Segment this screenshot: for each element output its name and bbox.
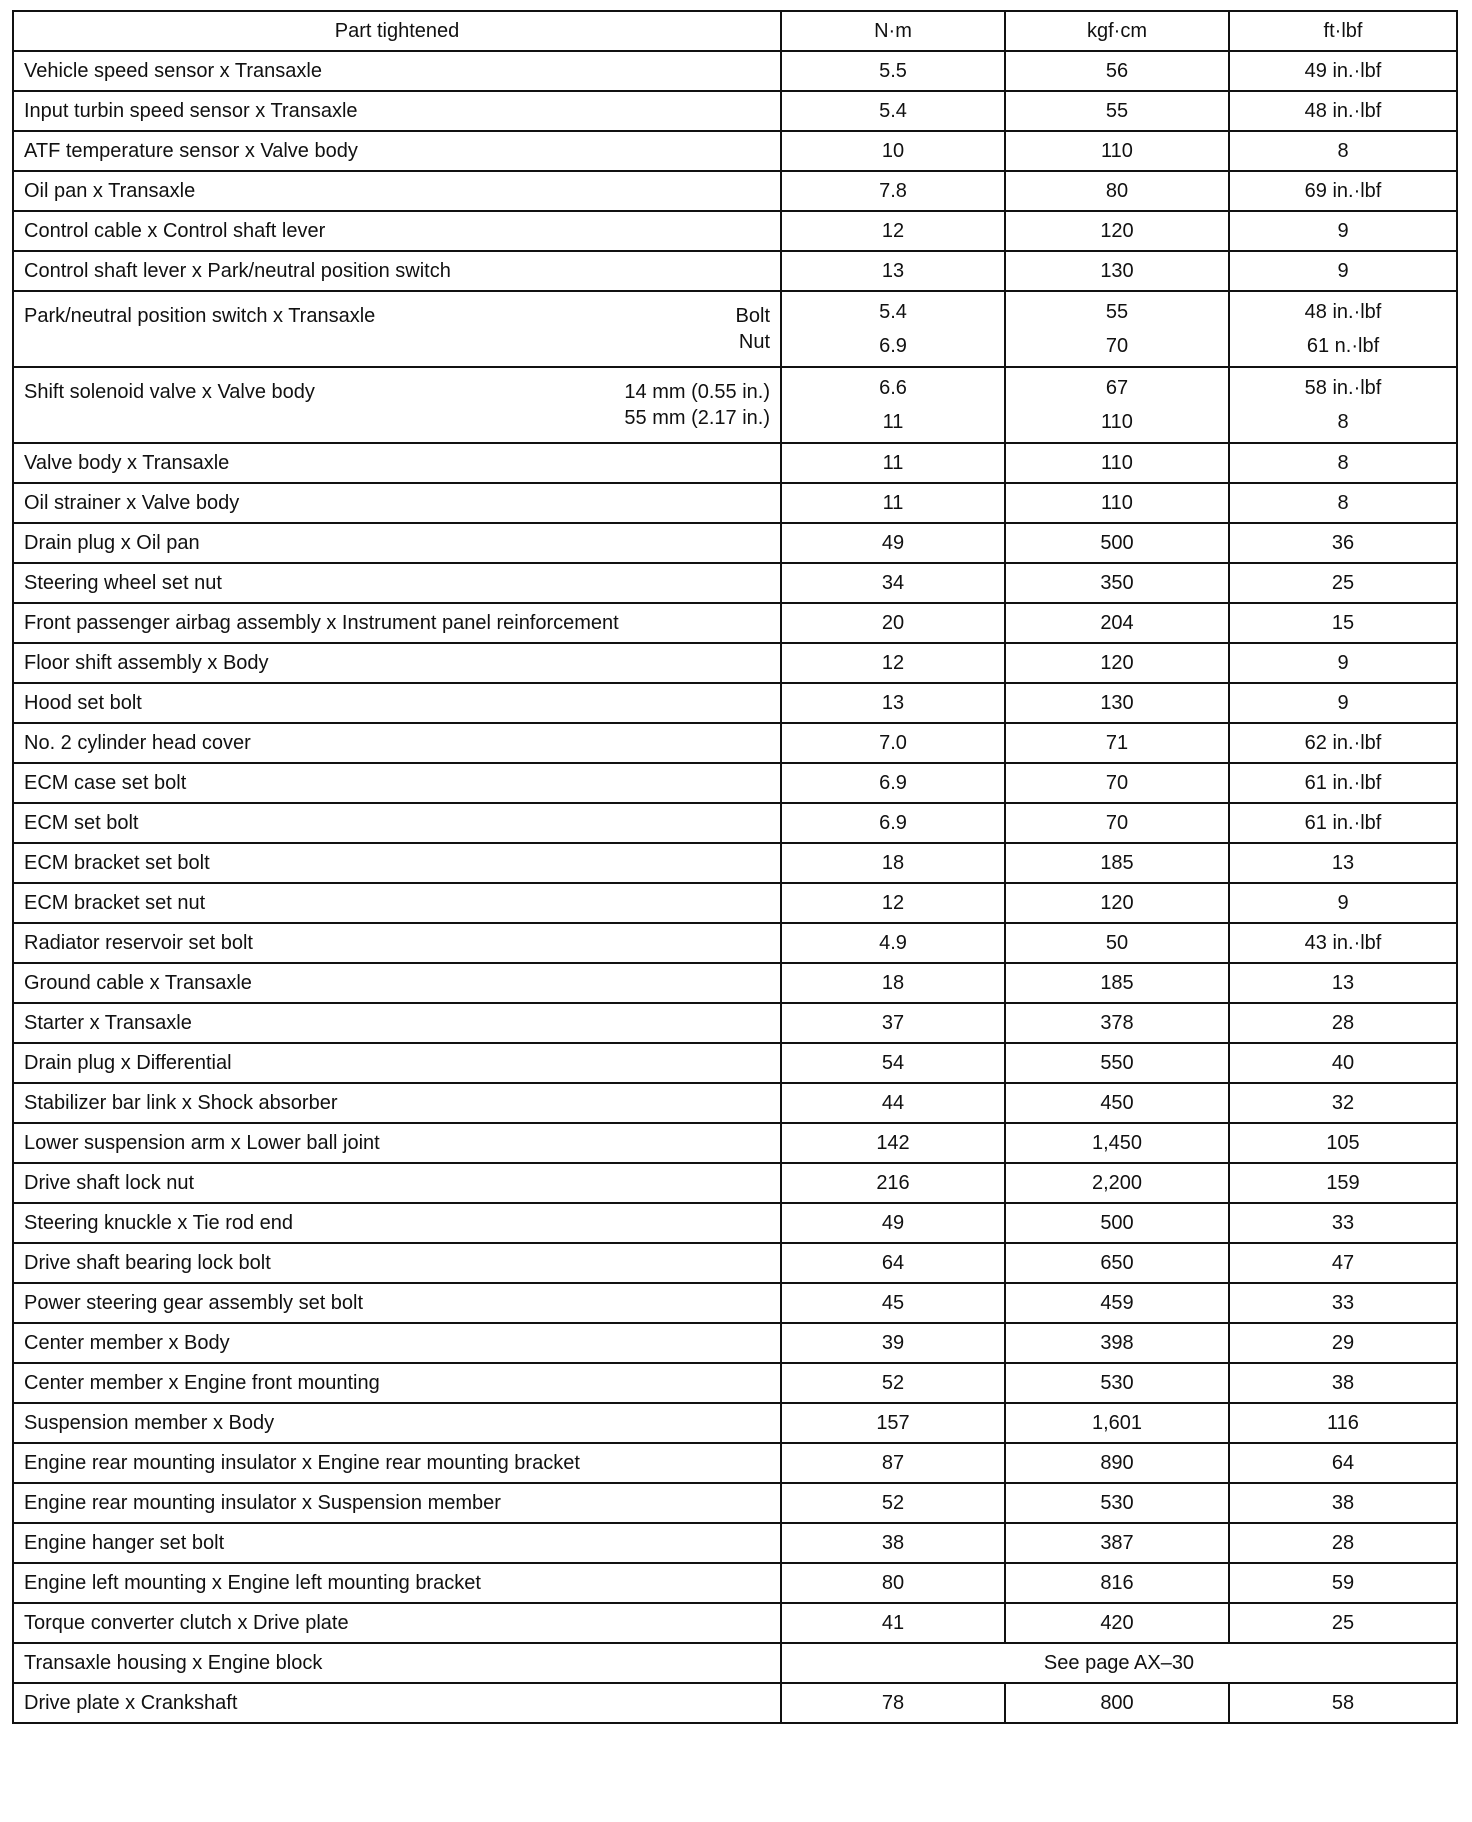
kgfcm-cell: 350 <box>1005 563 1229 603</box>
ftlbf-cell: 62 in.·lbf <box>1229 723 1457 763</box>
ftlbf-cell: 9 <box>1229 683 1457 723</box>
part-cell: Lower suspension arm x Lower ball joint <box>13 1123 781 1163</box>
ftlbf-cell: 43 in.·lbf <box>1229 923 1457 963</box>
kgfcm-cell: 70 <box>1005 803 1229 843</box>
nm-cell: 4.9 <box>781 923 1005 963</box>
nm-cell: 41 <box>781 1603 1005 1643</box>
part-cell: ECM case set bolt <box>13 763 781 803</box>
nm-cell: 13 <box>781 251 1005 291</box>
part-cell: Engine hanger set bolt <box>13 1523 781 1563</box>
kgfcm-cell: 55 <box>1005 91 1229 131</box>
nm-cell: 12 <box>781 643 1005 683</box>
kgfcm-cell: 650 <box>1005 1243 1229 1283</box>
ftlbf-cell: 32 <box>1229 1083 1457 1123</box>
ftlbf-cell: 25 <box>1229 563 1457 603</box>
table-row <box>13 1443 1457 1483</box>
ftlbf-cell: 8 <box>1229 443 1457 483</box>
kgfcm-value: 70 <box>1105 335 1129 357</box>
ftlbf-cell: 59 <box>1229 1563 1457 1603</box>
table-row <box>13 443 1457 483</box>
table-row <box>13 603 1457 643</box>
table-row <box>13 1403 1457 1443</box>
table-row <box>13 723 1457 763</box>
nm-cell <box>781 291 1005 367</box>
table-row <box>13 803 1457 843</box>
ftlbf-cell: 9 <box>1229 251 1457 291</box>
nm-cell: 142 <box>781 1123 1005 1163</box>
part-cell: ECM bracket set nut <box>13 883 781 923</box>
nm-cell: 7.8 <box>781 171 1005 211</box>
nm-cell: 216 <box>781 1163 1005 1203</box>
nm-cell: 38 <box>781 1523 1005 1563</box>
nm-cell <box>781 367 1005 443</box>
table-row <box>13 251 1457 291</box>
kgfcm-cell: 500 <box>1005 1203 1229 1243</box>
part-cell: Control cable x Control shaft lever <box>13 211 781 251</box>
part-cell: ATF temperature sensor x Valve body <box>13 131 781 171</box>
kgfcm-cell: 378 <box>1005 1003 1229 1043</box>
part-cell: Center member x Engine front mounting <box>13 1363 781 1403</box>
part-cell: Drive shaft lock nut <box>13 1163 781 1203</box>
table-row <box>13 563 1457 603</box>
kgfcm-cell: 459 <box>1005 1283 1229 1323</box>
nm-cell: 64 <box>781 1243 1005 1283</box>
part-name: Park/neutral position switch x Transaxle <box>24 305 376 327</box>
nm-cell: 18 <box>781 963 1005 1003</box>
kgfcm-value: 55 <box>1105 301 1129 323</box>
ftlbf-cell: 28 <box>1229 1523 1457 1563</box>
table-row <box>13 483 1457 523</box>
ftlbf-cell: 58 <box>1229 1683 1457 1723</box>
nm-value: 6.6 <box>879 377 907 399</box>
ftlbf-cell: 105 <box>1229 1123 1457 1163</box>
part-cell: Torque converter clutch x Drive plate <box>13 1603 781 1643</box>
ftlbf-cell: 38 <box>1229 1483 1457 1523</box>
part-cell: Engine left mounting x Engine left mounting bracket <box>13 1563 781 1603</box>
part-cell: Front passenger airbag assembly x Instrument panel reinforcement <box>13 603 781 643</box>
part-cell: Radiator reservoir set bolt <box>13 923 781 963</box>
table-row <box>13 843 1457 883</box>
kgfcm-cell: 2,200 <box>1005 1163 1229 1203</box>
table-row <box>13 1523 1457 1563</box>
kgfcm-cell: 110 <box>1005 443 1229 483</box>
ftlbf-cell: 9 <box>1229 643 1457 683</box>
ftlbf-value: 8 <box>1337 411 1349 433</box>
ftlbf-cell: 38 <box>1229 1363 1457 1403</box>
sub-label: 14 mm (0.55 in.) <box>624 381 770 403</box>
ftlbf-cell: 49 in.·lbf <box>1229 51 1457 91</box>
kgfcm-cell: 120 <box>1005 883 1229 923</box>
ftlbf-cell <box>1229 291 1457 367</box>
ftlbf-cell: 9 <box>1229 211 1457 251</box>
table-row <box>13 1083 1457 1123</box>
part-cell: Ground cable x Transaxle <box>13 963 781 1003</box>
kgfcm-cell: 1,450 <box>1005 1123 1229 1163</box>
nm-cell: 13 <box>781 683 1005 723</box>
kgfcm-cell: 130 <box>1005 251 1229 291</box>
kgfcm-cell: 550 <box>1005 1043 1229 1083</box>
nm-cell: 39 <box>781 1323 1005 1363</box>
kgfcm-cell: 80 <box>1005 171 1229 211</box>
part-cell: Drain plug x Oil pan <box>13 523 781 563</box>
table-row <box>13 1123 1457 1163</box>
nm-cell: 34 <box>781 563 1005 603</box>
kgfcm-cell: 70 <box>1005 763 1229 803</box>
nm-cell: 12 <box>781 211 1005 251</box>
nm-cell: 10 <box>781 131 1005 171</box>
kgfcm-cell: 50 <box>1005 923 1229 963</box>
kgfcm-cell: 816 <box>1005 1563 1229 1603</box>
kgfcm-cell <box>1005 367 1229 443</box>
table-row <box>13 211 1457 251</box>
part-cell: ECM set bolt <box>13 803 781 843</box>
table-row <box>13 643 1457 683</box>
nm-cell: 80 <box>781 1563 1005 1603</box>
part-cell: Steering wheel set nut <box>13 563 781 603</box>
table-row <box>13 131 1457 171</box>
ftlbf-cell: 13 <box>1229 843 1457 883</box>
nm-value: 5.4 <box>879 301 907 323</box>
table-row <box>13 291 1457 367</box>
part-cell: Vehicle speed sensor x Transaxle <box>13 51 781 91</box>
table-row <box>13 1243 1457 1283</box>
part-cell: Suspension member x Body <box>13 1403 781 1443</box>
ftlbf-cell: 61 in.·lbf <box>1229 763 1457 803</box>
nm-cell: 52 <box>781 1363 1005 1403</box>
nm-cell: 37 <box>781 1003 1005 1043</box>
table-row <box>13 963 1457 1003</box>
kgfcm-cell: 530 <box>1005 1363 1229 1403</box>
table-row <box>13 1203 1457 1243</box>
part-cell <box>13 291 781 367</box>
nm-cell: 45 <box>781 1283 1005 1323</box>
table-row <box>13 1483 1457 1523</box>
nm-cell: 49 <box>781 523 1005 563</box>
part-cell: Starter x Transaxle <box>13 1003 781 1043</box>
part-cell: Engine rear mounting insulator x Suspension member <box>13 1483 781 1523</box>
ftlbf-cell: 116 <box>1229 1403 1457 1443</box>
ftlbf-cell: 36 <box>1229 523 1457 563</box>
nm-value: 11 <box>882 411 904 433</box>
part-cell: Power steering gear assembly set bolt <box>13 1283 781 1323</box>
nm-cell: 11 <box>781 443 1005 483</box>
table-row <box>13 923 1457 963</box>
kgfcm-cell: 450 <box>1005 1083 1229 1123</box>
part-cell: ECM bracket set bolt <box>13 843 781 883</box>
header-row <box>13 11 1457 51</box>
table-row <box>13 1603 1457 1643</box>
ftlbf-value: 48 in.·lbf <box>1304 301 1382 323</box>
kgfcm-value: 67 <box>1105 377 1129 399</box>
table-row <box>13 763 1457 803</box>
table-row <box>13 171 1457 211</box>
ftlbf-value: 61 n.·lbf <box>1306 335 1380 357</box>
table-row <box>13 1043 1457 1083</box>
table-row <box>13 683 1457 723</box>
header-part: Part tightened <box>13 11 781 51</box>
nm-cell: 20 <box>781 603 1005 643</box>
part-cell: Input turbin speed sensor x Transaxle <box>13 91 781 131</box>
part-cell: Floor shift assembly x Body <box>13 643 781 683</box>
kgfcm-cell: 204 <box>1005 603 1229 643</box>
part-cell: Drive plate x Crankshaft <box>13 1683 781 1723</box>
part-cell: Valve body x Transaxle <box>13 443 781 483</box>
table-row <box>13 51 1457 91</box>
sub-label: Nut <box>738 331 770 353</box>
part-cell: Engine rear mounting insulator x Engine rear mounting bracket <box>13 1443 781 1483</box>
ftlbf-cell: 69 in.·lbf <box>1229 171 1457 211</box>
table-row <box>13 1283 1457 1323</box>
part-cell: Hood set bolt <box>13 683 781 723</box>
part-cell: Drain plug x Differential <box>13 1043 781 1083</box>
nm-cell: 7.0 <box>781 723 1005 763</box>
part-cell: Stabilizer bar link x Shock absorber <box>13 1083 781 1123</box>
kgfcm-cell: 500 <box>1005 523 1229 563</box>
ftlbf-value: 58 in.·lbf <box>1304 377 1382 399</box>
kgfcm-cell: 110 <box>1005 131 1229 171</box>
ftlbf-cell: 13 <box>1229 963 1457 1003</box>
torque-spec-table <box>12 10 1458 1724</box>
kgfcm-cell: 398 <box>1005 1323 1229 1363</box>
nm-value: 6.9 <box>879 335 907 357</box>
ftlbf-cell: 159 <box>1229 1163 1457 1203</box>
nm-cell: 18 <box>781 843 1005 883</box>
kgfcm-cell: 185 <box>1005 963 1229 1003</box>
ftlbf-cell: 9 <box>1229 883 1457 923</box>
kgfcm-cell: 420 <box>1005 1603 1229 1643</box>
ftlbf-cell <box>1229 367 1457 443</box>
kgfcm-cell: 890 <box>1005 1443 1229 1483</box>
ftlbf-cell: 47 <box>1229 1243 1457 1283</box>
part-cell <box>13 367 781 443</box>
kgfcm-cell: 130 <box>1005 683 1229 723</box>
ftlbf-cell: 40 <box>1229 1043 1457 1083</box>
kgfcm-cell: 120 <box>1005 211 1229 251</box>
ftlbf-cell: 8 <box>1229 483 1457 523</box>
nm-cell: 52 <box>781 1483 1005 1523</box>
sub-label: 55 mm (2.17 in.) <box>624 407 770 429</box>
header-nm: N·m <box>781 11 1005 51</box>
kgfcm-cell <box>1005 291 1229 367</box>
part-cell: Control shaft lever x Park/neutral position switch <box>13 251 781 291</box>
ftlbf-cell: 64 <box>1229 1443 1457 1483</box>
table-row <box>13 91 1457 131</box>
nm-cell: 5.5 <box>781 51 1005 91</box>
nm-cell: 87 <box>781 1443 1005 1483</box>
ftlbf-cell: 61 in.·lbf <box>1229 803 1457 843</box>
kgfcm-cell: 800 <box>1005 1683 1229 1723</box>
sub-label: Bolt <box>735 305 770 327</box>
kgfcm-cell: 530 <box>1005 1483 1229 1523</box>
table-row <box>13 1003 1457 1043</box>
kgfcm-cell: 387 <box>1005 1523 1229 1563</box>
kgfcm-cell: 185 <box>1005 843 1229 883</box>
table-row <box>13 1643 1457 1683</box>
note-cell: See page AX–30 <box>781 1643 1457 1683</box>
part-cell: Steering knuckle x Tie rod end <box>13 1203 781 1243</box>
table-row <box>13 1363 1457 1403</box>
nm-cell: 11 <box>781 483 1005 523</box>
nm-cell: 12 <box>781 883 1005 923</box>
kgfcm-cell: 1,601 <box>1005 1403 1229 1443</box>
ftlbf-cell: 8 <box>1229 131 1457 171</box>
part-cell: Drive shaft bearing lock bolt <box>13 1243 781 1283</box>
table-row <box>13 1563 1457 1603</box>
table-row <box>13 1323 1457 1363</box>
ftlbf-cell: 33 <box>1229 1283 1457 1323</box>
part-cell: Oil strainer x Valve body <box>13 483 781 523</box>
ftlbf-cell: 33 <box>1229 1203 1457 1243</box>
part-name: Shift solenoid valve x Valve body <box>24 381 315 403</box>
kgfcm-cell: 71 <box>1005 723 1229 763</box>
nm-cell: 49 <box>781 1203 1005 1243</box>
header-ftlbf: ft·lbf <box>1229 11 1457 51</box>
part-cell: Center member x Body <box>13 1323 781 1363</box>
nm-cell: 78 <box>781 1683 1005 1723</box>
ftlbf-cell: 15 <box>1229 603 1457 643</box>
table-row <box>13 1163 1457 1203</box>
ftlbf-cell: 28 <box>1229 1003 1457 1043</box>
nm-cell: 44 <box>781 1083 1005 1123</box>
nm-cell: 54 <box>781 1043 1005 1083</box>
table-row <box>13 883 1457 923</box>
kgfcm-cell: 110 <box>1005 483 1229 523</box>
ftlbf-cell: 25 <box>1229 1603 1457 1643</box>
ftlbf-cell: 29 <box>1229 1323 1457 1363</box>
part-cell: Oil pan x Transaxle <box>13 171 781 211</box>
table-row <box>13 523 1457 563</box>
table-row <box>13 1683 1457 1723</box>
nm-cell: 6.9 <box>781 763 1005 803</box>
nm-cell: 157 <box>781 1403 1005 1443</box>
kgfcm-cell: 56 <box>1005 51 1229 91</box>
nm-cell: 6.9 <box>781 803 1005 843</box>
part-cell: Transaxle housing x Engine block <box>13 1643 781 1683</box>
kgfcm-value: 110 <box>1101 411 1133 433</box>
ftlbf-cell: 48 in.·lbf <box>1229 91 1457 131</box>
header-kgfcm: kgf·cm <box>1005 11 1229 51</box>
part-cell: No. 2 cylinder head cover <box>13 723 781 763</box>
nm-cell: 5.4 <box>781 91 1005 131</box>
kgfcm-cell: 120 <box>1005 643 1229 683</box>
table-row <box>13 367 1457 443</box>
